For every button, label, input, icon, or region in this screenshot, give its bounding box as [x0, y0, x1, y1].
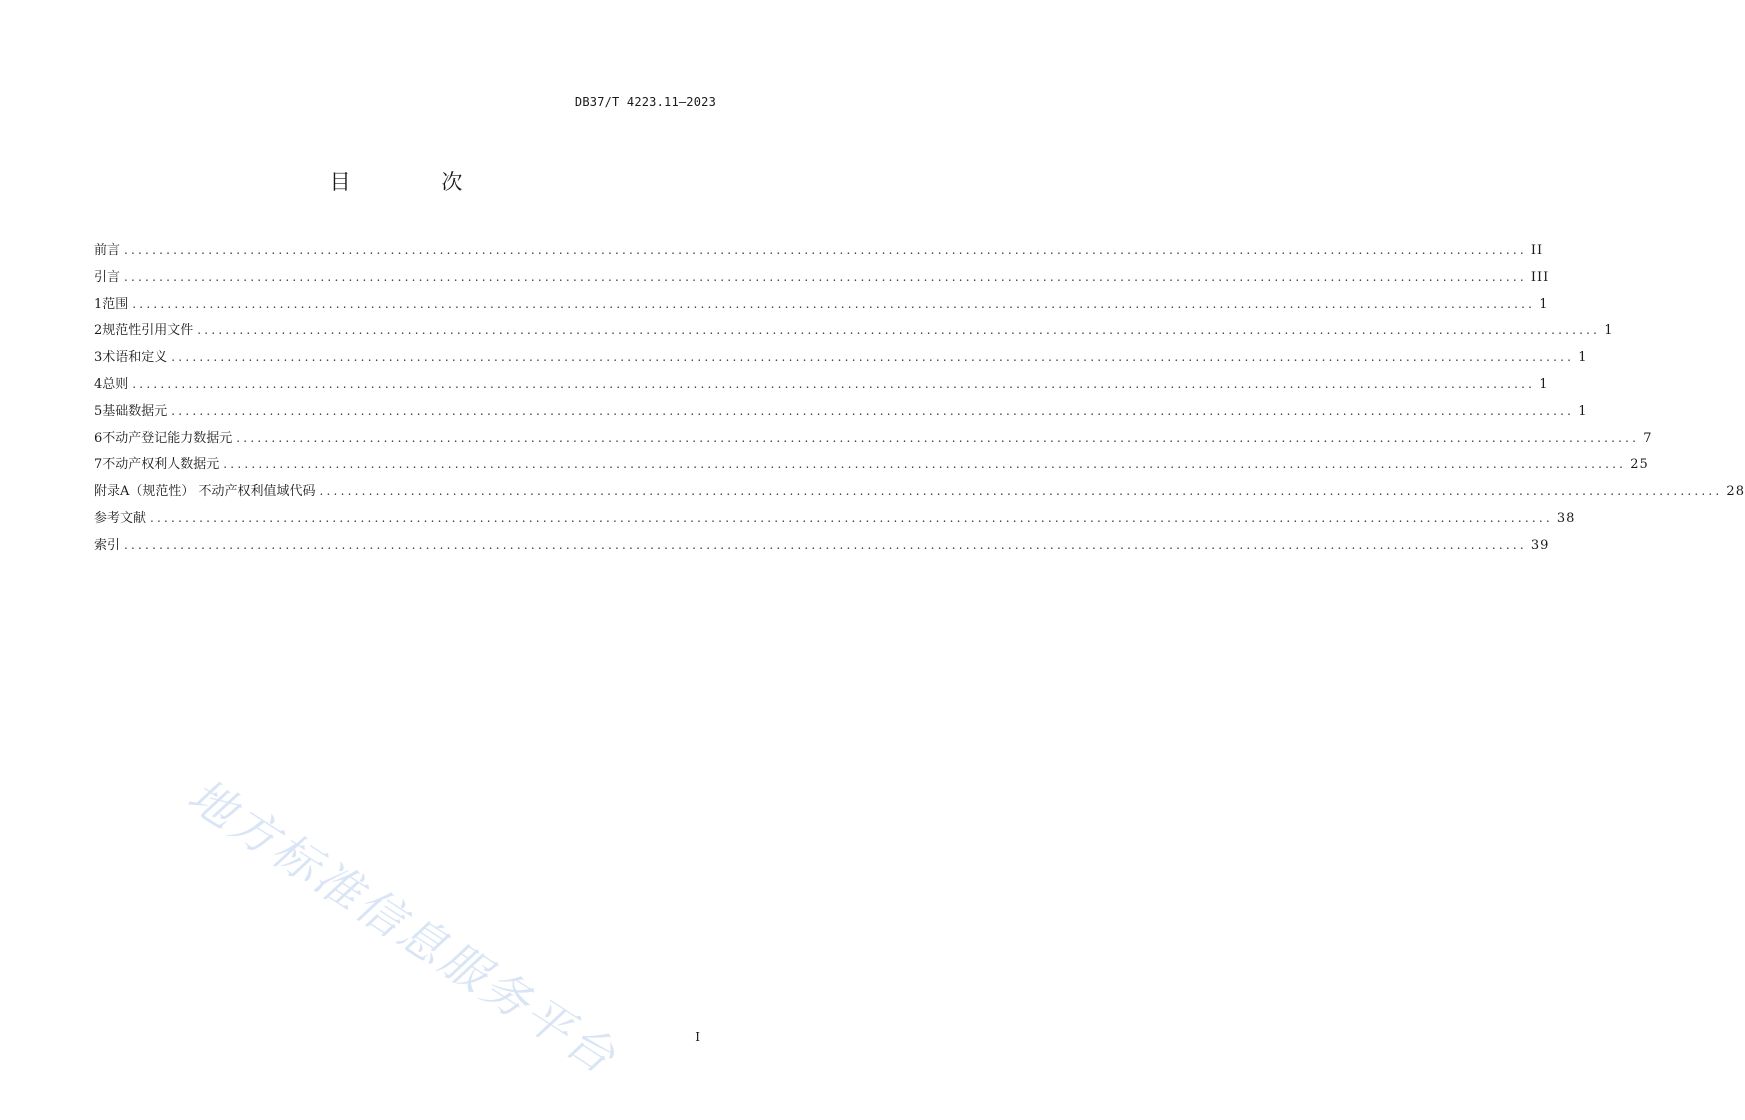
toc-leader-dots: ........................................................................................................................................................................................................: [171, 403, 1575, 418]
toc-leader-dots: ........................................................................................................................................................................................................: [124, 537, 1527, 552]
toc-entry[interactable]: [94, 293, 1549, 320]
toc-leader-dots: ........................................................................................................................................................................................................: [197, 323, 1601, 338]
toc-leader-dots: ........................................................................................................................................................................................................: [124, 243, 1527, 257]
toc-entry-page: 25: [1630, 457, 1649, 473]
toc-entry[interactable]: [94, 319, 1614, 346]
table-of-contents: [94, 239, 1745, 561]
toc-entry-label: 不动产权利人数据元: [102, 457, 220, 473]
toc-entry-label: 引言: [94, 269, 121, 285]
toc-entry[interactable]: [94, 266, 1550, 293]
toc-entry-label: 范围: [102, 296, 129, 312]
toc-title: 目 次: [329, 170, 505, 194]
toc-entry-page: 39: [1530, 537, 1550, 553]
document-id: DB37/T 4223.11—2023: [574, 95, 716, 109]
toc-entry[interactable]: [94, 400, 1588, 427]
toc-entry-number: 6: [94, 430, 103, 446]
toc-entry-label: 总则: [102, 376, 129, 392]
toc-entry-page: II: [1530, 243, 1544, 258]
toc-entry[interactable]: [94, 346, 1588, 373]
toc-entry-label: 不动产登记能力数据元: [102, 430, 233, 446]
toc-entry-label: 前言: [94, 243, 121, 258]
toc-entry-page: 1: [1539, 376, 1549, 392]
toc-entry-page: 7: [1643, 430, 1653, 446]
toc-leader-dots: ........................................................................................................................................................................................................: [132, 376, 1536, 391]
toc-entry-label: 索引: [94, 537, 121, 553]
toc-leader-dots: ........................................................................................................................................................................................................: [319, 484, 1723, 499]
toc-entry-page: 1: [1578, 403, 1588, 419]
toc-entry-number: 1: [94, 296, 103, 312]
toc-entry-label: 基础数据元: [102, 403, 168, 419]
toc-leader-dots: ........................................................................................................................................................................................................: [124, 269, 1527, 284]
toc-entry-page: III: [1530, 269, 1550, 285]
toc-entry-number: 3: [94, 350, 103, 366]
toc-leader-dots: ........................................................................................................................................................................................................: [171, 350, 1575, 365]
toc-entry-label: 附录A（规范性） 不动产权利值域代码: [94, 484, 316, 500]
watermark: 地方标准信息服务平台: [178, 767, 628, 1086]
toc-entry-label: 术语和定义: [102, 350, 168, 366]
toc-entry-label: 参考文献: [94, 510, 147, 526]
toc-entry-page: 1: [1539, 296, 1549, 312]
toc-entry-page: 1: [1604, 323, 1614, 339]
toc-leader-dots: ........................................................................................................................................................................................................: [132, 296, 1536, 311]
toc-entry-number: 4: [94, 376, 103, 392]
toc-entry-number: 7: [94, 457, 103, 473]
toc-leader-dots: ........................................................................................................................................................................................................: [223, 457, 1627, 472]
toc-entry[interactable]: [94, 373, 1549, 400]
toc-entry[interactable]: [94, 427, 1653, 454]
toc-leader-dots: ........................................................................................................................................................................................................: [236, 430, 1640, 445]
toc-entry[interactable]: [94, 453, 1649, 480]
toc-entry-label: 规范性引用文件: [102, 323, 194, 339]
toc-entry[interactable]: [94, 534, 1550, 561]
page-number: I: [695, 1030, 700, 1044]
toc-entry[interactable]: [94, 239, 1544, 266]
toc-entry[interactable]: [94, 480, 1745, 507]
toc-entry-page: 38: [1556, 510, 1576, 526]
toc-leader-dots: ........................................................................................................................................................................................................: [150, 510, 1553, 525]
toc-entry[interactable]: [94, 507, 1576, 534]
toc-entry-page: 1: [1578, 350, 1588, 366]
toc-entry-number: 2: [94, 323, 103, 339]
toc-entry-page: 28: [1726, 484, 1745, 500]
toc-entry-number: 5: [94, 403, 103, 419]
